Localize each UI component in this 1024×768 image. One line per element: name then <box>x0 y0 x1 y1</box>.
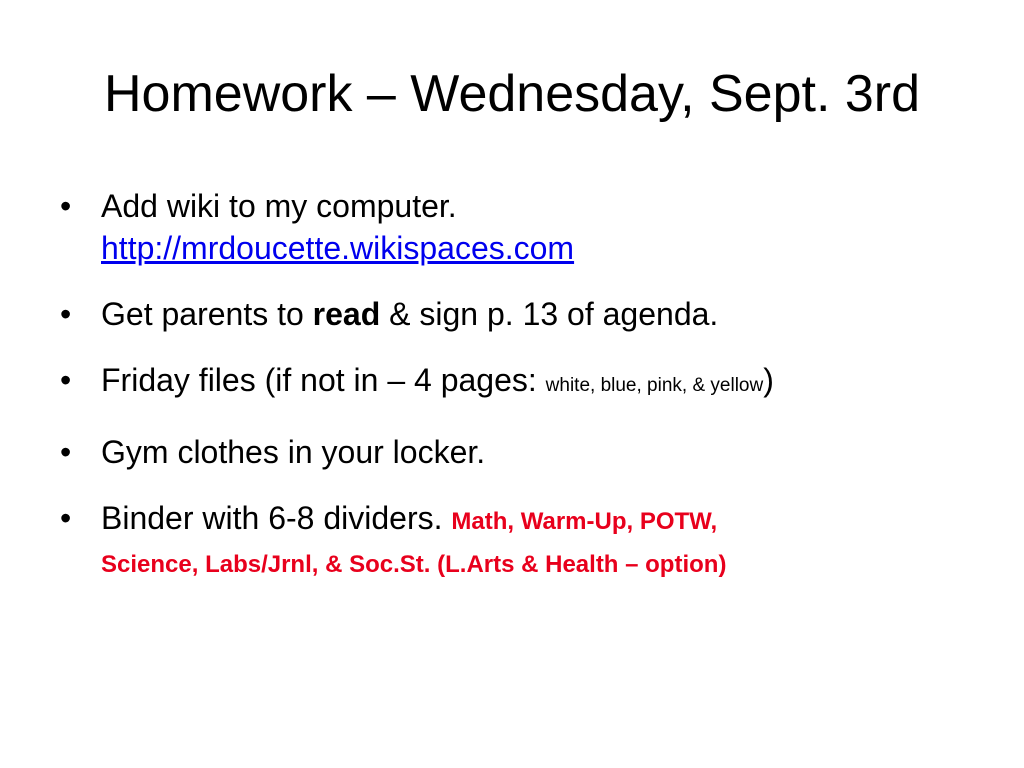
bullet-text-start: Friday files (if not in – 4 pages: <box>101 362 546 398</box>
bullet-text-start: Binder with 6-8 dividers. <box>101 500 452 536</box>
bullet-icon: • <box>60 188 72 224</box>
bullet-text-end: ) <box>763 362 774 398</box>
bullet-icon: • <box>60 296 72 332</box>
bullet-item-binder <box>60 497 960 587</box>
bullet-text: Add wiki to my computer. <box>101 188 457 224</box>
bullet-list <box>60 185 960 611</box>
bullet-item-wiki <box>60 185 960 269</box>
bullet-text: Gym clothes in your locker. <box>101 434 486 470</box>
bullet-text-end: & sign p. 13 of agenda. <box>380 296 719 332</box>
subjects-line-2: Science, Labs/Jrnl, & Soc.St. (L.Arts & Health – option) <box>101 551 727 578</box>
bullet-item-gym <box>60 431 960 473</box>
slide-title: Homework – Wednesday, Sept. 3rd <box>103 65 921 123</box>
bullet-item-parents <box>60 293 960 335</box>
bullet-text-small: white, blue, pink, & yellow <box>545 375 764 396</box>
bullet-icon: • <box>60 362 72 398</box>
subjects-line-1: Math, Warm-Up, POTW, <box>451 508 718 535</box>
wiki-link[interactable]: http://mrdoucette.wikispaces.com <box>101 230 575 266</box>
bullet-icon: • <box>60 434 72 470</box>
bullet-text-start: Get parents to <box>101 296 313 332</box>
bullet-item-friday-files <box>60 359 960 407</box>
bullet-text-bold: read <box>312 296 381 332</box>
bullet-icon: • <box>60 500 72 536</box>
